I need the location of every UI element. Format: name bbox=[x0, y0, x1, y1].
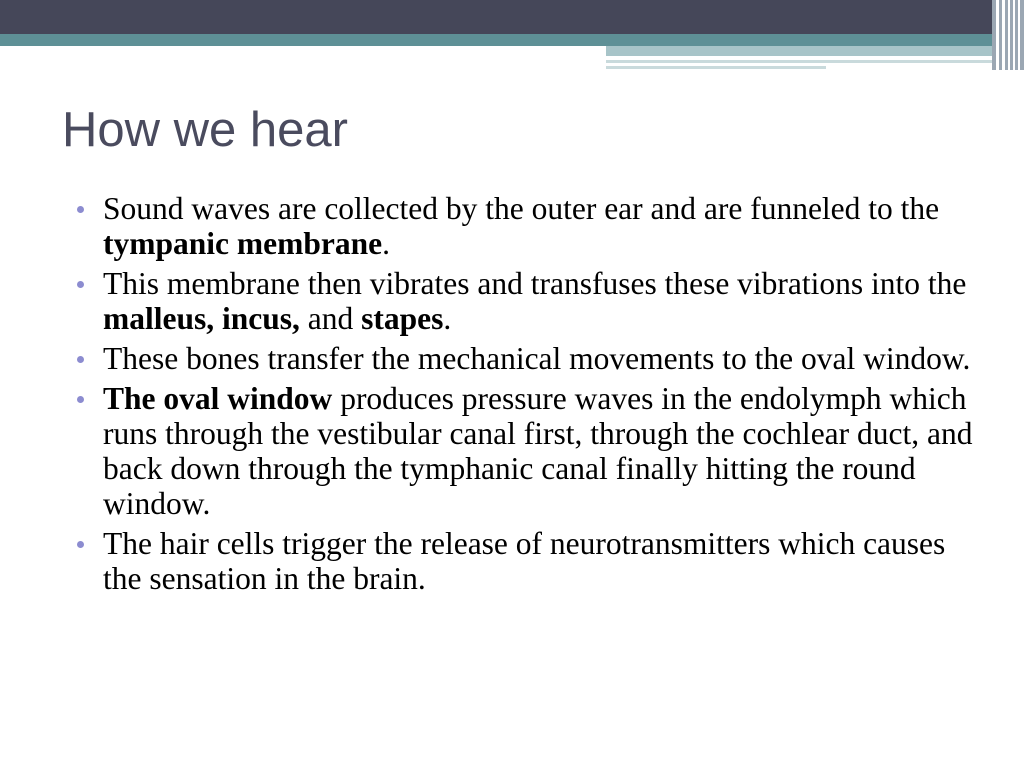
bullet-text: . bbox=[443, 301, 452, 336]
bullet-dot-icon bbox=[77, 281, 84, 288]
header-band-dark bbox=[0, 0, 1024, 34]
bullet-text: produces pressure waves in the endolymph which runs through the vestibular canal first, through the cochlear duct, and back down through the tymphanic canal finally hitting the round window. bbox=[103, 381, 973, 521]
bold-term: stapes bbox=[361, 301, 444, 336]
bullet-item bbox=[77, 266, 977, 336]
bullet-item bbox=[77, 191, 977, 261]
header-stripes bbox=[992, 0, 1024, 70]
bullet-text: The hair cells trigger the release of neurotransmitters which causes the sensation in the brain. bbox=[103, 526, 946, 596]
bullet-text: This membrane then vibrates and transfuses these vibrations into the bbox=[103, 266, 967, 301]
bullet-dot-icon bbox=[77, 356, 84, 363]
bullet-item bbox=[77, 381, 977, 521]
bullet-text: . bbox=[382, 226, 390, 261]
bullet-text: and bbox=[299, 301, 362, 336]
bullet-text: These bones transfer the mechanical movements to the oval window. bbox=[103, 341, 971, 376]
bullet-dot-icon bbox=[77, 206, 84, 213]
header-accent-line bbox=[606, 60, 1000, 63]
bold-term: The oval window bbox=[103, 381, 333, 416]
bold-term: malleus, incus, bbox=[103, 301, 300, 336]
header-accent-line-short bbox=[606, 66, 826, 69]
bullet-item bbox=[77, 341, 977, 376]
header-band-teal bbox=[0, 34, 1024, 46]
bullet-dot-icon bbox=[77, 541, 84, 548]
bullet-dot-icon bbox=[77, 396, 84, 403]
header-band-light bbox=[606, 46, 1024, 56]
bullet-list bbox=[77, 191, 977, 601]
bullet-text: Sound waves are collected by the outer ear and are funneled to the bbox=[103, 191, 940, 226]
bold-term: tympanic membrane bbox=[103, 226, 383, 261]
bullet-item bbox=[77, 526, 977, 596]
slide-title: How we hear bbox=[62, 103, 348, 157]
